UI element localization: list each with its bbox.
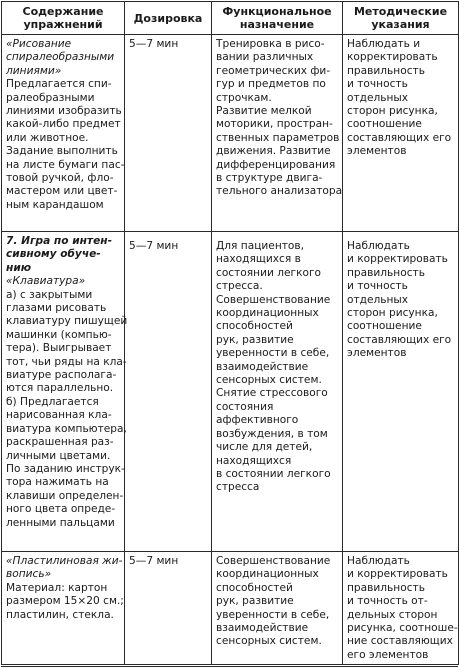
cell-line: уверенности в себе, — [216, 347, 330, 360]
cell-line: соотношение — [347, 118, 422, 131]
cell-line: мастером или цвет- — [6, 185, 118, 198]
cell-line: координационных — [216, 307, 319, 320]
cell-line: Совершенствование — [216, 555, 331, 567]
cell-line: Снятие стрессового — [216, 387, 328, 400]
cell-function — [212, 35, 343, 232]
cell-line: клавиши определен- — [6, 489, 124, 502]
cell-line: и точность — [347, 78, 408, 91]
cell-line: возбуждения, в том — [216, 427, 328, 440]
header-dosage: Дозировка — [125, 2, 212, 35]
cell-line: гур и предметов по — [216, 78, 326, 91]
cell-notes — [343, 552, 459, 665]
cell-line: тора нажимать на — [6, 476, 109, 489]
cell-line: нарисованная кла- — [6, 409, 112, 422]
cell-line: ралеобразными — [6, 91, 95, 104]
cell-line: ленными пальцами — [6, 516, 115, 529]
cell-line: виатуре располага- — [6, 369, 117, 382]
cell-line: По заданию инструк- — [6, 462, 125, 475]
cell-line: в состоянии легкого — [216, 467, 331, 480]
cell-line: координационных — [216, 568, 319, 581]
cell-line: рисунка, соотноше- — [347, 622, 458, 635]
cell-line: нию — [6, 261, 32, 274]
cell-line: находящихся — [216, 454, 292, 467]
cell-line: составляющих его — [347, 333, 452, 346]
cell-line: линиями изобразить — [6, 105, 122, 118]
cell-line: в структуре двига- — [216, 172, 323, 185]
cell-line: сторон рисунка, — [347, 307, 438, 320]
cell-notes — [343, 35, 459, 232]
cell-line: Совершенствование — [216, 293, 331, 306]
cell-line: состояния — [216, 400, 274, 413]
cell-line: взаимодействие — [216, 360, 309, 373]
cell-line: Для пациентов, — [216, 240, 305, 252]
cell-line: ственных параметров — [216, 131, 340, 144]
cell-line: ние составляющих — [347, 635, 453, 648]
cell-line: товой ручкой, фло- — [6, 172, 114, 185]
cell-line: Задание выполнить — [6, 145, 118, 158]
cell-line: ются параллельно. — [6, 382, 114, 395]
header-notes: Методические указания — [343, 2, 459, 35]
cell-line: сивному обуче- — [6, 248, 101, 261]
cell-line: составляющих его — [347, 131, 452, 144]
cell-line: Материал: картон — [6, 581, 108, 594]
cell-line: «Рисование — [6, 38, 72, 50]
table-row — [2, 552, 459, 665]
cell-line: способностей — [216, 581, 293, 594]
cell-line: дифференцирования — [216, 158, 336, 171]
cell-line: соотношение — [347, 320, 422, 333]
cell-line: ного цвета опреде- — [6, 503, 116, 516]
cell-line: и точность — [347, 280, 408, 293]
cell-line: клавиатуру пишущей — [6, 315, 128, 328]
cell-line: ным карандашом — [6, 198, 104, 211]
cell-line: Тренировка в рисо- — [216, 38, 325, 50]
cell-line: 7. Игра по интен- — [6, 235, 112, 247]
cell-line: на листе бумаги пас- — [6, 158, 125, 171]
cell-line: стресса — [216, 481, 260, 494]
cell-line: корректировать — [347, 51, 438, 64]
cell-line: правильность — [347, 64, 425, 77]
cell-line: Наблюдать — [347, 240, 410, 252]
cell-line: рук, развитие — [216, 333, 294, 346]
cell-notes — [343, 232, 459, 552]
header-content: Содержание упражнений — [2, 2, 125, 35]
cell-line: сторон рисунка, — [347, 105, 438, 118]
cell-line: способностей — [216, 320, 293, 333]
cell-line: тельного анализатора — [216, 185, 343, 198]
cell-line: элементов — [347, 347, 407, 360]
cell-line: личными цветами. — [6, 449, 111, 462]
cell-line: и точность от- — [347, 595, 428, 608]
cell-line: числе для детей, — [216, 441, 313, 454]
cell-line: вании различных — [216, 51, 314, 64]
cell-line: тера). Выигрывает — [6, 342, 112, 355]
table-row — [2, 232, 459, 552]
cell-line: геометрических фи- — [216, 64, 331, 77]
cell-line: «Пластилиновая жи- — [6, 555, 123, 567]
cell-line: размером 15×20 см.; — [6, 595, 124, 608]
cell-line: спиралеобразными — [6, 51, 115, 64]
cell-line: линиями» — [6, 64, 62, 77]
table-bottom-edge — [1, 666, 458, 667]
table-row — [2, 35, 459, 232]
cell-dosage: 5—7 мин — [125, 232, 212, 552]
cell-line: правильность — [347, 581, 425, 594]
cell-line: отдельных — [347, 91, 409, 104]
cell-line: уверенности в себе, — [216, 608, 330, 621]
cell-line: сенсорных систем. — [216, 635, 322, 648]
header-row — [2, 2, 459, 35]
cell-line: рук, развитие — [216, 595, 294, 608]
cell-line: строчкам. — [216, 91, 272, 104]
header-function: Функциональное назначение — [212, 2, 343, 35]
cell-line: какой-либо предмет — [6, 118, 121, 131]
cell-line: Развитие мелкой — [216, 105, 312, 118]
cell-line: б) Предлагается — [6, 395, 99, 408]
cell-line: его элементов — [347, 648, 429, 661]
cell-function — [212, 232, 343, 552]
cell-line: Предлагается спи- — [6, 78, 112, 91]
cell-line: Наблюдать и — [347, 38, 421, 50]
cell-line: движения. Развитие — [216, 145, 331, 158]
cell-line: правильность — [347, 266, 425, 279]
cell-line: или животное. — [6, 131, 89, 144]
cell-line: «Клавиатура» — [6, 275, 86, 288]
cell-line: стресса. — [216, 280, 263, 293]
cell-line: раскрашенная раз- — [6, 436, 114, 449]
cell-line: и корректировать — [347, 568, 448, 581]
cell-dosage: 5—7 мин — [125, 552, 212, 665]
cell-line: Наблюдать — [347, 555, 410, 567]
cell-dosage: 5—7 мин — [125, 35, 212, 232]
cell-line: сенсорных систем. — [216, 374, 322, 387]
cell-content — [2, 35, 125, 232]
cell-line: взаимодействие — [216, 622, 309, 635]
cell-line: виатура компьютера, — [6, 422, 127, 435]
cell-line: аффективного — [216, 414, 299, 427]
exercise-table — [1, 1, 459, 665]
cell-line: элементов — [347, 145, 407, 158]
cell-line: и корректировать — [347, 253, 448, 266]
cell-line: пластилин, стекла. — [6, 608, 114, 621]
cell-line: дельных сторон — [347, 608, 438, 621]
cell-line: вопись» — [6, 568, 52, 581]
cell-content — [2, 552, 125, 665]
cell-line: глазами рисовать — [6, 302, 107, 315]
cell-content — [2, 232, 128, 552]
cell-line: машинки (компью- — [6, 328, 112, 341]
cell-line: моторики, простран- — [216, 118, 333, 131]
cell-line: тот, чьи ряды на кла- — [6, 355, 127, 368]
cell-function — [212, 552, 343, 665]
cell-line: а) с закрытыми — [6, 288, 93, 301]
cell-line: находящихся в — [216, 253, 301, 266]
cell-line: состоянии легкого — [216, 266, 322, 279]
cell-line: отдельных — [347, 293, 409, 306]
